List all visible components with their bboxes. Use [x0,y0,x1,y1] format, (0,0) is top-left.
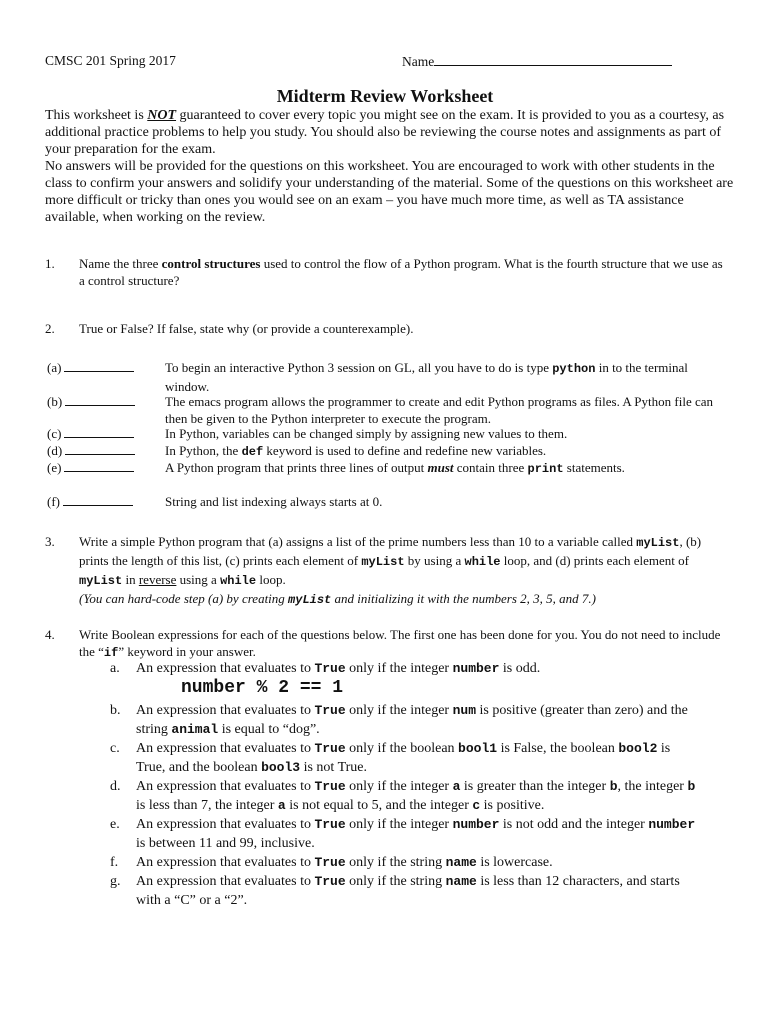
question-number: 1. [45,256,55,271]
q4-item-f: f. An expression that evaluates to True only if the string name is lowercase. [110,855,553,870]
tf-item-d: (d) In Python, the def keyword is used to define and redefine new variables. [47,443,547,459]
answer-blank[interactable] [64,360,134,372]
q4-item-b: b. An expression that evaluates to True only if the integer num is positive (greater than zero) and the string animal is equal to “dog”. [110,703,688,737]
q4-item-e: e. An expression that evaluates to True only if the integer number is not odd and the integer number is between 11 and 99, inclusive. [110,817,696,851]
name-field [402,53,672,70]
name-label: Name [402,54,435,69]
q4-item-c: c. An expression that evaluates to True only if the boolean bool1 is False, the boolean bool2 is True, and the boolean bool3 is not True. [110,741,671,775]
tf-item-f: (f) String and list indexing always starts at 0. [47,494,383,509]
question-number: 3. [45,534,55,549]
example-answer: number % 2 == 1 [181,678,344,698]
tf-item-c: (c) In Python, variables can be changed simply by assigning new values to them. [47,426,568,441]
q4-item-d: d. An expression that evaluates to True only if the integer a is greater than the integer b, the integer b is less than 7, the integer a is not equal to 5, and the integer c is positive. [110,779,696,813]
tf-item-a: (a) To begin an interactive Python 3 session on GL, all you have to do is type python in to the terminal window. [47,360,688,394]
intro-paragraph-1: This worksheet is NOT guaranteed to cover every topic you might see on the exam. It is provided to you as a courtesy, as additional practice problems to help you study. You should also be reviewing the course notes and assignments as part of your preparation for the exam. [45,108,725,157]
emphasis-not: NOT [147,108,177,123]
q4-item-a: a. An expression that evaluates to True only if the integer number is odd. [110,661,541,676]
question-number: 4. [45,627,55,642]
course-header: CMSC 201 Spring 2017 [45,53,176,68]
question-1: 1. Name the three control structures used to control the flow of a Python program. What is the fourth structure that we use as a control structure? [45,256,723,288]
tf-item-b: (b) The emacs program allows the programmer to create and edit Python programs as files. A Python file can then be given to the Python interpreter to execute the program. [47,394,714,426]
tf-item-e: (e) A Python program that prints three lines of output must contain three print statements. [47,460,625,476]
question-number: 2. [45,321,55,336]
answer-blank[interactable] [64,460,134,472]
intro-text [45,107,735,226]
q4-item-g: g. An expression that evaluates to True only if the string name is less than 12 characters, and starts with a “C” or a “2”. [110,874,680,908]
answer-blank[interactable] [65,394,135,406]
question-3: 3. Write a simple Python program that (a) assigns a list of the prime numbers less than 10 to a variable called myList, (b) prints the length of this list, (c) prints each element of myList by using a while loop, and (d) prints each element of myList in reverse using a while loop. (You can hard-code step (a) by creating myList and initializing it with the numbers 2, 3, 5, and 7.) [45,534,702,607]
question-4: 4. Write Boolean expressions for each of the questions below. The first one has been done for you. You do not need to include the “if” keyword in your answer. [45,627,721,660]
answer-blank[interactable] [63,494,133,506]
name-blank-line[interactable] [434,53,672,66]
answer-blank[interactable] [65,443,135,455]
question-2: 2. True or False? If false, state why (or provide a counterexample). [45,321,414,336]
control-structures-term: control structures [161,256,261,271]
answer-blank[interactable] [64,426,134,438]
intro-paragraph-2: No answers will be provided for the questions on this worksheet. You are encouraged to work with other students in the class to confirm your answers and solidify your understanding of the material. Some of the questions on this worksheet are more difficult or tricky than ones you would see on an exam – you have much more time, as well as TA assistance available, when working on the review. [45,159,734,225]
page-title: Midterm Review Worksheet [276,86,494,106]
